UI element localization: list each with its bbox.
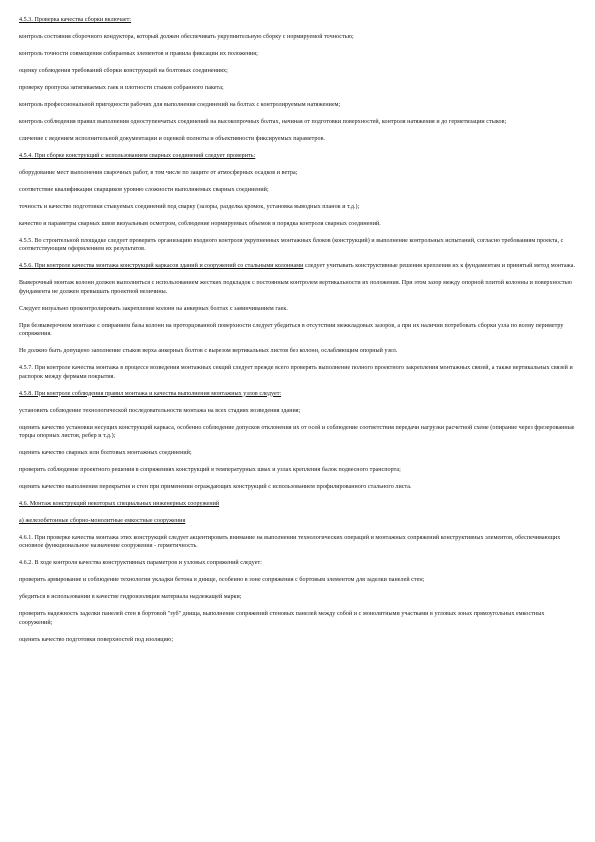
paragraph [19,84,579,92]
text-run: Следует визуально проконтролировать закрепление колонн на анкерных болтах с завинчиванием гаек. [19,305,288,312]
text-run: Не должно быть допущено заполнение стыков верха анкерных болтов с вырезом вертикальных листов без колонн, ослабляющим опорный узел. [19,348,398,355]
text-run: Выверочный монтаж колонн должен выполняться с использованием жестких подкладок с постоянным контролем вертикальности их положения. При этом зазор между опорной плитой колонны и поверхностью фундамента не должен превышать проектной величины. [19,280,572,295]
text-run: оборудование мест выполнения сварочных работ, в том числе по защите от атмосферных осадков и ветра; [19,170,298,176]
text-run: следует учитывать конструктивные решения крепления их к фундаментам и принятый метод монтажа. [303,263,576,270]
paragraph [19,186,579,194]
text-run: контроль точности совмещения собираемых элементов и правила фиксации их положения; [19,51,258,57]
document-page [19,16,579,653]
text-run: проверить армирование и соблюдение технологии укладки бетона в днище, особенно в зоне сопряжения с бортовым элементом для заделки панелей стен; [19,577,425,584]
paragraph [19,610,579,627]
underlined-text: 4.5.3. Проверка качества сборки включает: [19,17,132,23]
text-run: оценку соблюдения требований сборки конструкций на болтовых соединениях; [19,68,228,74]
text-run: проверку пропуска затягиваемых гаек и плотности стыков собранного пакета; [19,85,224,91]
text-run: оценить качество сварных или болтовых монтажных соединений; [19,450,192,457]
text-run: оценить качество установки несущих конструкций каркаса, особенно соблюдение допусков отклонения их от осей и соблюдение соответствия передачи нагрузки расчетной схеме (опирание через фрезерованные торцы опорных листов, ребер и т.д.); [19,424,575,440]
text-run: 4.6.1. При проверке качества монтажа этих конструкций следует акцентировать внимание на выполнении технологических операций и монтажных сопряжений конструктивных элементов, обеспечивающих основное функциональное назначение сооружения - герметичность. [19,535,561,550]
underlined-text: а) железобетонные сборно-монолитные емкостные сооружения [19,518,186,525]
text-run: точность и качество подготовки стыкуемых соединений под сварку (зазоры, разделка кромок, установка выводных планок и т.д.); [19,204,360,210]
underlined-text: 4.5.4. При сборке конструкций с использованием сварных соединений следует проверить: [19,153,256,159]
paragraph [19,16,579,24]
text-run: проверить соблюдение проектного решения в сопряжениях конструкций в температурных швах и узлах крепления балок подвесного транспорта; [19,467,401,474]
text-run: проверить надежность заделки панелей стен в бортовой "зуб" днища, выполнение сопряжений стеновых панелей между собой и с монолитными участками в угловых зонах прямоугольных емкостных сооружений; [19,611,545,626]
paragraph [19,322,579,339]
text-run: соответствие квалификации сварщиков уровню сложности выполняемых сварных соединений; [19,187,269,193]
paragraph [19,517,579,525]
paragraph [19,483,579,491]
paragraph [19,500,579,508]
text-run: контроль состояния сборочного кондуктора, который должен обеспечивать укрупнительную сборку с нормируемой точностью; [19,34,354,40]
paragraph [19,101,579,109]
paragraph [19,407,579,415]
text-run: качество и параметры сварных швов визуальным осмотром, соблюдение нормируемых объемов и порядка контроля сварных соединений. [19,221,381,227]
text-run: контроль профессиональной пригодности рабочих для выполнения соединений на болтах с контролируемым натяжением; [19,102,341,108]
text-run: оценить качество подготовки поверхностей под изоляцию; [19,636,174,643]
underlined-text: 4.6. Монтаж конструкций некоторых специальных инженерных сооружений [19,501,220,508]
text-run: 4.6.2. В ходе контроля качества конструктивных параметров и узловых сопряжений следует: [19,560,262,567]
paragraph [19,169,579,177]
paragraph [19,237,579,254]
paragraph [19,50,579,58]
paragraph [19,118,579,126]
paragraph [19,424,579,441]
text-run: При безвыверочном монтаже с опиранием базы колонн на проторцованной поверхности следует убедиться в отсутствии межкладовых зазоров, а при их наличии потребовать сборки узла по всему периметру сопряжения. [19,322,564,338]
paragraph [19,203,579,211]
paragraph [19,576,579,584]
text-run: 4.5.7. При контроле качества монтажа в процессе возведения монтажных секций следует прежде всего проверять выполнение полного проектного закрепления монтажных связей, а также вертикальных связей и распорок между фермами покрытия. [19,365,573,380]
paragraph [19,593,579,601]
text-run: установить соблюдение технологической последовательности монтажа на всех стадиях возведения здания; [19,407,301,414]
paragraph [19,364,579,381]
paragraph [19,347,579,355]
paragraph [19,67,579,75]
paragraph [19,305,579,313]
paragraph [19,279,579,296]
paragraph [19,220,579,228]
paragraph [19,559,579,567]
paragraph [19,33,579,41]
text-run: сличение с ведением исполнительной документации и оценкой полноты и объективности фиксируемых параметров. [19,136,326,142]
text-run: убедиться в использовании в качестве гидроизоляции материала надлежащей марки; [19,594,242,601]
paragraph [19,534,579,551]
text-run: контроль соблюдения правил выполнения одноступенчатых соединений на высокопрочных болтах, начиная от подготовки поверхностей, контроля натяжения и до герметизации стыков; [19,119,507,125]
underlined-text: 4.5.8. При контроле соблюдения правил монтажа и качества выполнения монтажных узлов следует: [19,390,282,397]
paragraph [19,636,579,644]
paragraph [19,449,579,457]
paragraph [19,135,579,143]
underlined-text: 4.5.6. При контроле качества монтажа конструкций каркасов зданий и сооружений со стальными колоннами [19,263,304,270]
paragraph [19,390,579,398]
paragraph [19,466,579,474]
paragraph [19,262,579,270]
text-run: 4.5.5. Во строительной площадке следует проверить организацию входного контроля укрупненных монтажных блоков (конструкций) и выполнение контрольных испытаний, согласно требованиям проекта, с соответствующим оформлением их результатов. [19,238,564,253]
text-run: оценить качество выполнения перекрытия и стен при применении ограждающих конструкций с использованием профилированного стального листа. [19,484,412,491]
paragraph [19,152,579,160]
